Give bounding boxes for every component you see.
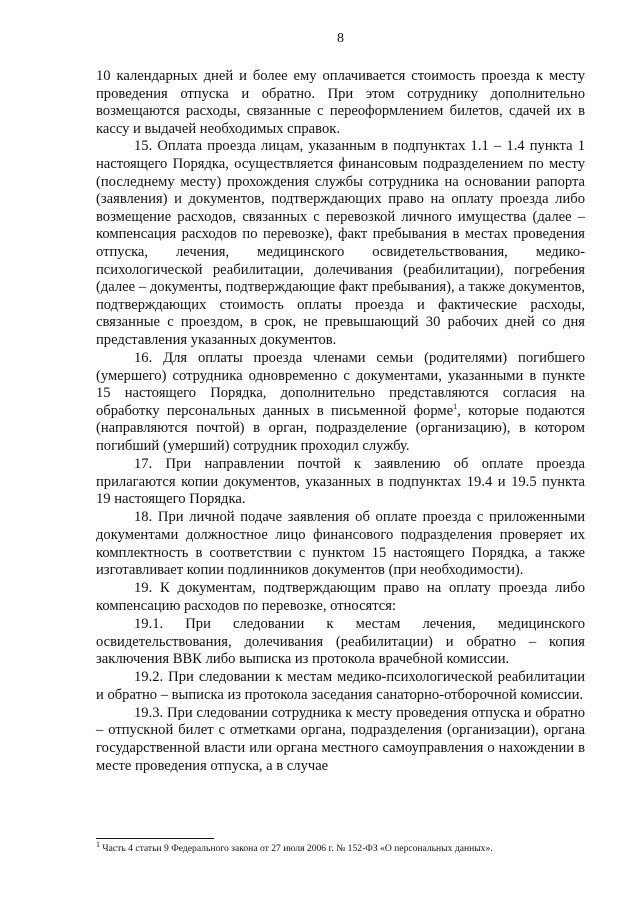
paragraph-19: 19. К документам, подтверждающим право на оплату проезда либо компенсацию расходов по перевозке, относятся: <box>96 580 585 614</box>
page-number: 8 <box>337 31 344 46</box>
paragraph-continuation: 10 календарных дней и более ему оплачивается стоимость проезда к месту проведения отпуска и обратно. При этом сотруднику дополнительно возмещаются расходы, связанные с переоформлением билетов, сдачей их в кассу и выдачей необходимых справок. <box>96 68 585 137</box>
paragraph-18: 18. При личной подаче заявления об оплате проезда с приложенными документами должностное лицо финансового подразделения проверяет их комплектность в соответствии с пунктом 15 настоящего Порядка, а также изготавливает копии подлинников документов (при необходимости). <box>96 509 585 579</box>
footnote-divider <box>96 838 214 839</box>
paragraph-15: 15. Оплата проезда лицам, указанным в подпунктах 1.1 – 1.4 пункта 1 настоящего Порядка, осуществляется финансовым подразделением по месту (последнему месту) прохождения службы сотрудника на основании рапорта (заявления) и документов, подтверждающих право на оплату проезда либо возмещение расходов, связанных с перевозкой личного имущества (далее – компенсация расходов по перевозке), факт пребывания в местах проведения отпуска, лечения, медицинского освидетельствования, медико-психологической реабилитации, долечивания (реабилитации), погребения (далее – документы, подтверждающие факт пребывания), а также документов, подтверждающих стоимость оплаты проезда и фактические расходы, связанные с проездом, в срок, не превышающий 30 рабочих дней со дня представления указанных документов. <box>96 138 585 348</box>
paragraph-16-text-end: , которые подаются (направляются почтой) в орган, подразделение (организацию), в котором погибший (умерший) сотрудник проходил службу. <box>96 402 585 454</box>
footnote-number: 1 <box>96 839 100 849</box>
paragraph-17: 17. При направлении почтой к заявлению об оплате проезда прилагаются копии документов, указанных в подпунктах 19.4 и 19.5 пункта 19 настоящего Порядка. <box>96 456 585 508</box>
document-body <box>96 68 585 775</box>
footnote <box>96 839 585 855</box>
paragraph-19-1: 19.1. При следовании к местам лечения, медицинского освидетельствования, долечивания (реабилитации) и обратно – копия заключения ВВК либо выписка из протокола врачебной комиссии. <box>96 615 585 668</box>
footnote-reference[interactable]: 1 <box>453 401 458 411</box>
paragraph-16-text: 16. Для оплаты проезда членами семьи (родителями) погибшего (умершего) сотрудника одновременно с документами, указанными в пункте 15 настоящего Порядка, дополнительно представляются согласия на обработку персональных данных в письменной форме <box>96 350 585 419</box>
paragraph-16 <box>96 350 585 456</box>
paragraph-19-3: 19.3. При следовании сотрудника к месту проведения отпуска и обратно – отпускной билет с отметками органа, подразделения (организации), органа государственной власти или органа местного самоуправления о нахождении в месте проведения отпуска, а в случае <box>96 704 585 774</box>
footnote-text: Часть 4 статьи 9 Федерального закона от 27 июля 2006 г. № 152-ФЗ «О персональных данных». <box>102 843 493 854</box>
paragraph-19-2: 19.2. При следовании к местам медико-психологической реабилитации и обратно – выписка из протокола заседания санаторно-отборочной комиссии. <box>96 669 585 703</box>
